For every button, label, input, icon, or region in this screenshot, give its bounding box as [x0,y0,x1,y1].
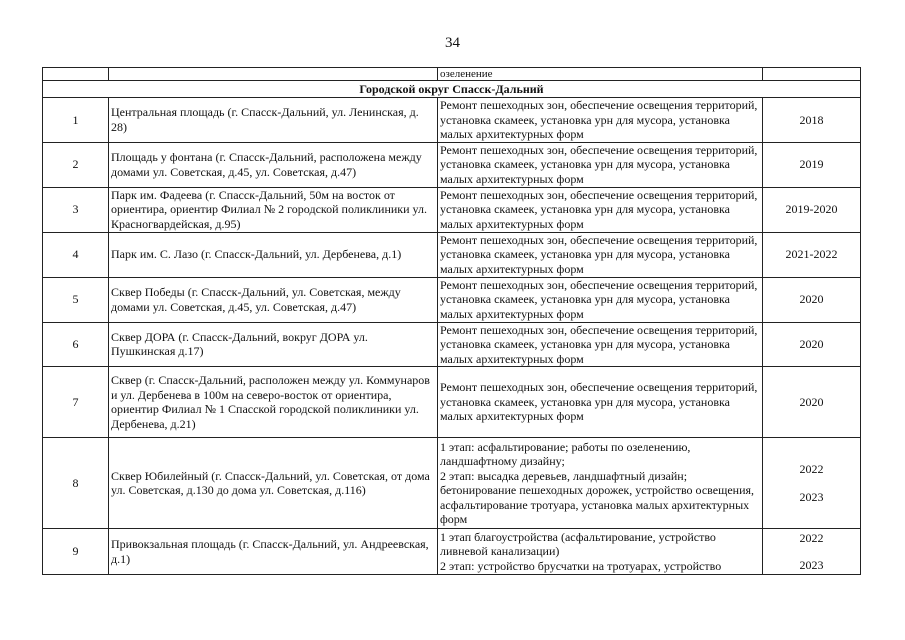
improvement-table [42,67,861,575]
page-number: 34 [445,35,460,51]
year-stage-2: 2023 [799,557,824,572]
table-row [43,277,861,322]
work-description: 1 этап благоустройства (асфальтирование, устройство ливневой канализации) 2 этап: устройство брусчатки на тротуарах, устройство [438,529,763,575]
year: 2020 [763,367,861,438]
section-header-row [43,81,861,98]
table-row [43,142,861,187]
work-description: Ремонт пешеходных зон, обеспечение освещения территорий, установка скамеек, установка урн для мусора, установка малых архитектурных форм [438,277,763,322]
year: 2019 [763,142,861,187]
year: 2020 [763,322,861,367]
row-number: 2 [43,142,109,187]
table-row [43,68,861,81]
row-number: 9 [43,529,109,575]
year-stage-2: 2023 [799,490,824,504]
year-stage-1: 2022 [799,531,824,545]
table-row [43,367,861,438]
row-number: 6 [43,322,109,367]
work-description: Ремонт пешеходных зон, обеспечение освещения территорий, установка скамеек, установка урн для мусора, установка малых архитектурных форм [438,367,763,438]
work-description: Ремонт пешеходных зон, обеспечение освещения территорий, установка скамеек, установка урн для мусора, установка малых архитектурных форм [438,232,763,277]
table-row [43,98,861,143]
work-description: Ремонт пешеходных зон, обеспечение освещения территорий, установка скамеек, установка урн для мусора, установка малых архитектурных форм [438,142,763,187]
section-title: Городской округ Спасск-Дальний [43,81,861,98]
object-name: Сквер Победы (г. Спасск-Дальний, ул. Советская, между домами ул. Советская, д.45, ул. Советская, д.47) [109,277,438,322]
object-name: Привокзальная площадь (г. Спасск-Дальний, ул. Андреевская, д.1) [109,529,438,575]
object-name: Парк им. Фадеева (г. Спасск-Дальний, 50м на восток от ориентира, ориентир Филиал № 2 городской поликлиники ул. Красногвардейская, д.95) [109,187,438,232]
num-cell [43,68,109,81]
work-description: Ремонт пешеходных зон, обеспечение освещения территорий, установка скамеек, установка урн для мусора, установка малых архитектурных форм [438,187,763,232]
object-cell [109,68,438,81]
year: 2020 [763,277,861,322]
table-row [43,529,861,575]
year-cell [763,68,861,81]
table-row [43,322,861,367]
year: 2021-2022 [763,232,861,277]
year: 2019-2020 [763,187,861,232]
year-cell [763,438,861,529]
year: 2018 [763,98,861,143]
work-description: Ремонт пешеходных зон, обеспечение освещения территорий, установка скамеек, установка урн для мусора, установка малых архитектурных форм [438,322,763,367]
object-name: Сквер (г. Спасск-Дальний, расположен между ул. Коммунаров и ул. Дербенева в 100м на северо-восток от ориентира, ориентир Филиал № 1 Спасской городской поликлиники ул. Дербенева, д.21) [109,367,438,438]
row-number: 1 [43,98,109,143]
table-row [43,187,861,232]
row-number: 7 [43,367,109,438]
table-row [43,232,861,277]
row-number: 8 [43,438,109,529]
work-description: 1 этап: асфальтирование; работы по озеленению, ландшафтному дизайну; 2 этап: высадка деревьев, ландшафтный дизайн; бетонирование пешеходных дорожек, устройство освещения, асфальтирование тротуара, установка малых архитектурных форм [438,438,763,529]
row-number: 4 [43,232,109,277]
work-description: Ремонт пешеходных зон, обеспечение освещения территорий, установка скамеек, установка урн для мусора, установка малых архитектурных форм [438,98,763,143]
row-number: 5 [43,277,109,322]
object-name: Сквер ДОРА (г. Спасск-Дальний, вокруг ДОРА ул. Пушкинская д.17) [109,322,438,367]
object-name: Центральная площадь (г. Спасск-Дальний, ул. Ленинская, д. 28) [109,98,438,143]
year-stage-1: 2022 [799,461,824,476]
year-cell [763,529,861,575]
row-number: 3 [43,187,109,232]
object-name: Сквер Юбилейный (г. Спасск-Дальний, ул. Советская, от дома ул. Советская, д.130 до дома ул. Советская, д.116) [109,438,438,529]
table-row [43,438,861,529]
object-name: Площадь у фонтана (г. Спасск-Дальний, расположена между домами ул. Советская, д.45, ул. Советская, д.47) [109,142,438,187]
work-cell: озеленение [438,68,763,81]
object-name: Парк им. С. Лазо (г. Спасск-Дальний, ул. Дербенева, д.1) [109,232,438,277]
